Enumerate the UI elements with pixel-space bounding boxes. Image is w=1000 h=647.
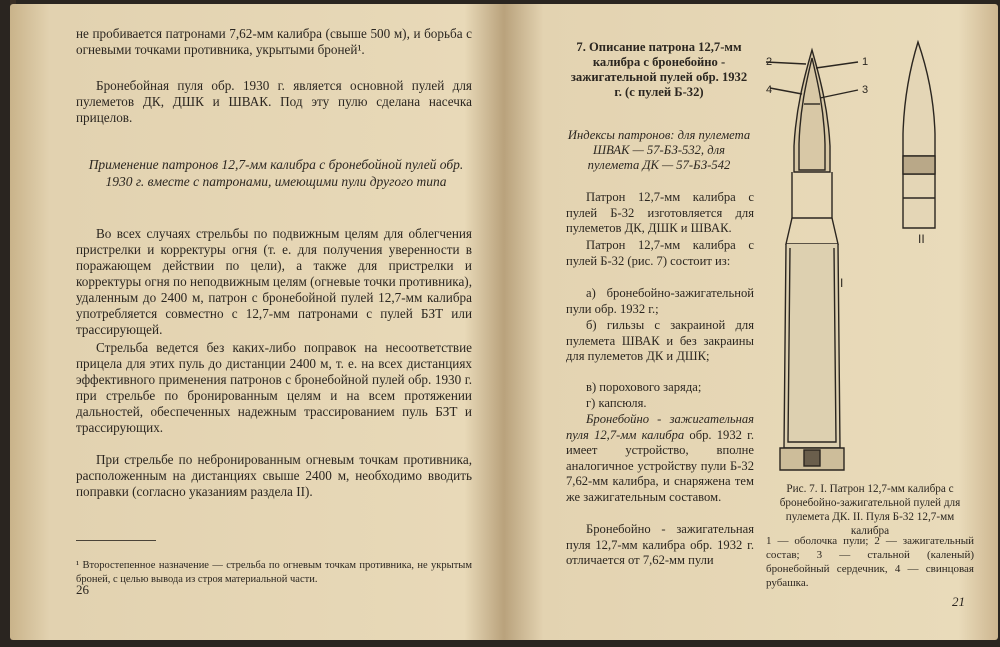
right-item-a: а) бронебойно-зажигательной пули обр. 1932 г.; [566, 286, 754, 316]
left-para-main-bullet: Бронебойная пуля обр. 1930 г. является основной пулей для пулеметов ДК, ДШК и ШВАК. Под эту пулю сделана насечка прицелов. [76, 78, 472, 125]
fig-label-ii: II [918, 232, 925, 246]
right-indexes: Индексы патронов: для пулемета ШВАК — 57-БЗ-532, для пулемета ДК — 57-БЗ-542 [567, 128, 751, 172]
fig-label-3: 3 [862, 84, 869, 96]
cartridge-figure [760, 38, 980, 478]
right-section-heading: 7. Описание патрона 12,7-мм калибра с бронебойно - зажигательной пулей обр. 1932 г. (с пулей Б-32) [570, 40, 748, 99]
left-page-number: 26 [76, 582, 89, 597]
right-para-3-italic: Бронебойно - зажигательная пуля 12,7-мм калибра [566, 412, 754, 442]
left-para-1: Во всех случаях стрельбы по подвижным целям для облегчения пристрелки и корректуры огня (т. е. для получения уверенности в поражающем действии по цели), а также для пристрелки и корректуры огня по неподвижным целям (огневые точки противника), удаленным до 2400 м, патрон с бронебойной пулей 12,7-мм калибра употребляется совместно с 12,7-мм патронами с пулей БЗТ или трассирующей. [76, 226, 472, 337]
left-para-3: При стрельбе по небронированным огневым точкам противника, расположенным на дистанциях свыше 2400 м, необходимо вводить поправки (согласно указаниям раздела II). [76, 452, 472, 499]
right-item-c: в) порохового заряда; [586, 380, 702, 394]
left-page [10, 4, 504, 640]
right-item-b: б) гильзы с закраиной для пулемета ШВАК и без закраины для пулеметов ДК и ДШК; [566, 318, 754, 363]
figure-legend: 1 — оболочка пули; 2 — зажигательный состав; 3 — стальной (каленый) бронебойный сердечник, 4 — свинцовая рубашка. [766, 535, 974, 589]
book-spread [10, 4, 998, 640]
fig-label-2: 2 [766, 56, 773, 68]
right-para-3-rest: обр. 1932 г. имеет устройство, вполне аналогичное устройству пули Б-32 7,62-мм калибра, и снаряжена тем же зажигательным составом. [566, 427, 755, 504]
right-item-d: г) капсюля. [586, 396, 647, 410]
left-para-2: Стрельба ведется без каких-либо поправок на несоответствие прицела для этих пуль до дистанции 2400 м, т. е. на всех дистанциях эффективного применения патронов с бронебойной пулей обр. 1930 г. при стрельбе по бронированным целям и на всем протяжении дальностей, обеспеченных надежным трассированием пуль БЗТ и трассирующих. [76, 340, 472, 435]
right-para-4: Бронебойно - зажигательная пуля 12,7-мм калибра обр. 1932 г. отличается от 7,62-мм пули [566, 522, 754, 567]
right-para-1: Патрон 12,7-мм калибра с пулей Б-32 изготовляется для пулеметов ДК, ДШК и ШВАК. [566, 190, 754, 235]
figure-caption: Рис. 7. I. Патрон 12,7-мм калибра с бронебойно-зажигательной пулей для пулемета ДК. II. Пуля Б-32 12,7-мм калибра [779, 483, 961, 537]
right-page [504, 4, 998, 640]
right-page-number: 21 [952, 594, 965, 609]
left-section-heading: Применение патронов 12,7-мм калибра с бронебойной пулей обр. 1930 г. вместе с патронами, имеющими пули другого типа [88, 157, 464, 189]
left-footnote: ¹ Второстепенное назначение — стрельба по огневым точкам противника, не укрытым броней, с целью вывода из строя материальной части. [76, 559, 472, 585]
footnote-rule [76, 540, 156, 541]
fig-label-4: 4 [766, 84, 773, 96]
left-para-top: не пробивается патронами 7,62-мм калибра (свыше 500 м), и борьба с огневыми точками противника, укрытыми броней¹. [76, 26, 472, 57]
right-para-2: Патрон 12,7-мм калибра с пулей Б-32 (рис. 7) состоит из: [566, 238, 754, 268]
right-para-3 [566, 412, 754, 505]
fig-label-i: I [840, 276, 844, 290]
fig-label-1: 1 [862, 56, 869, 68]
